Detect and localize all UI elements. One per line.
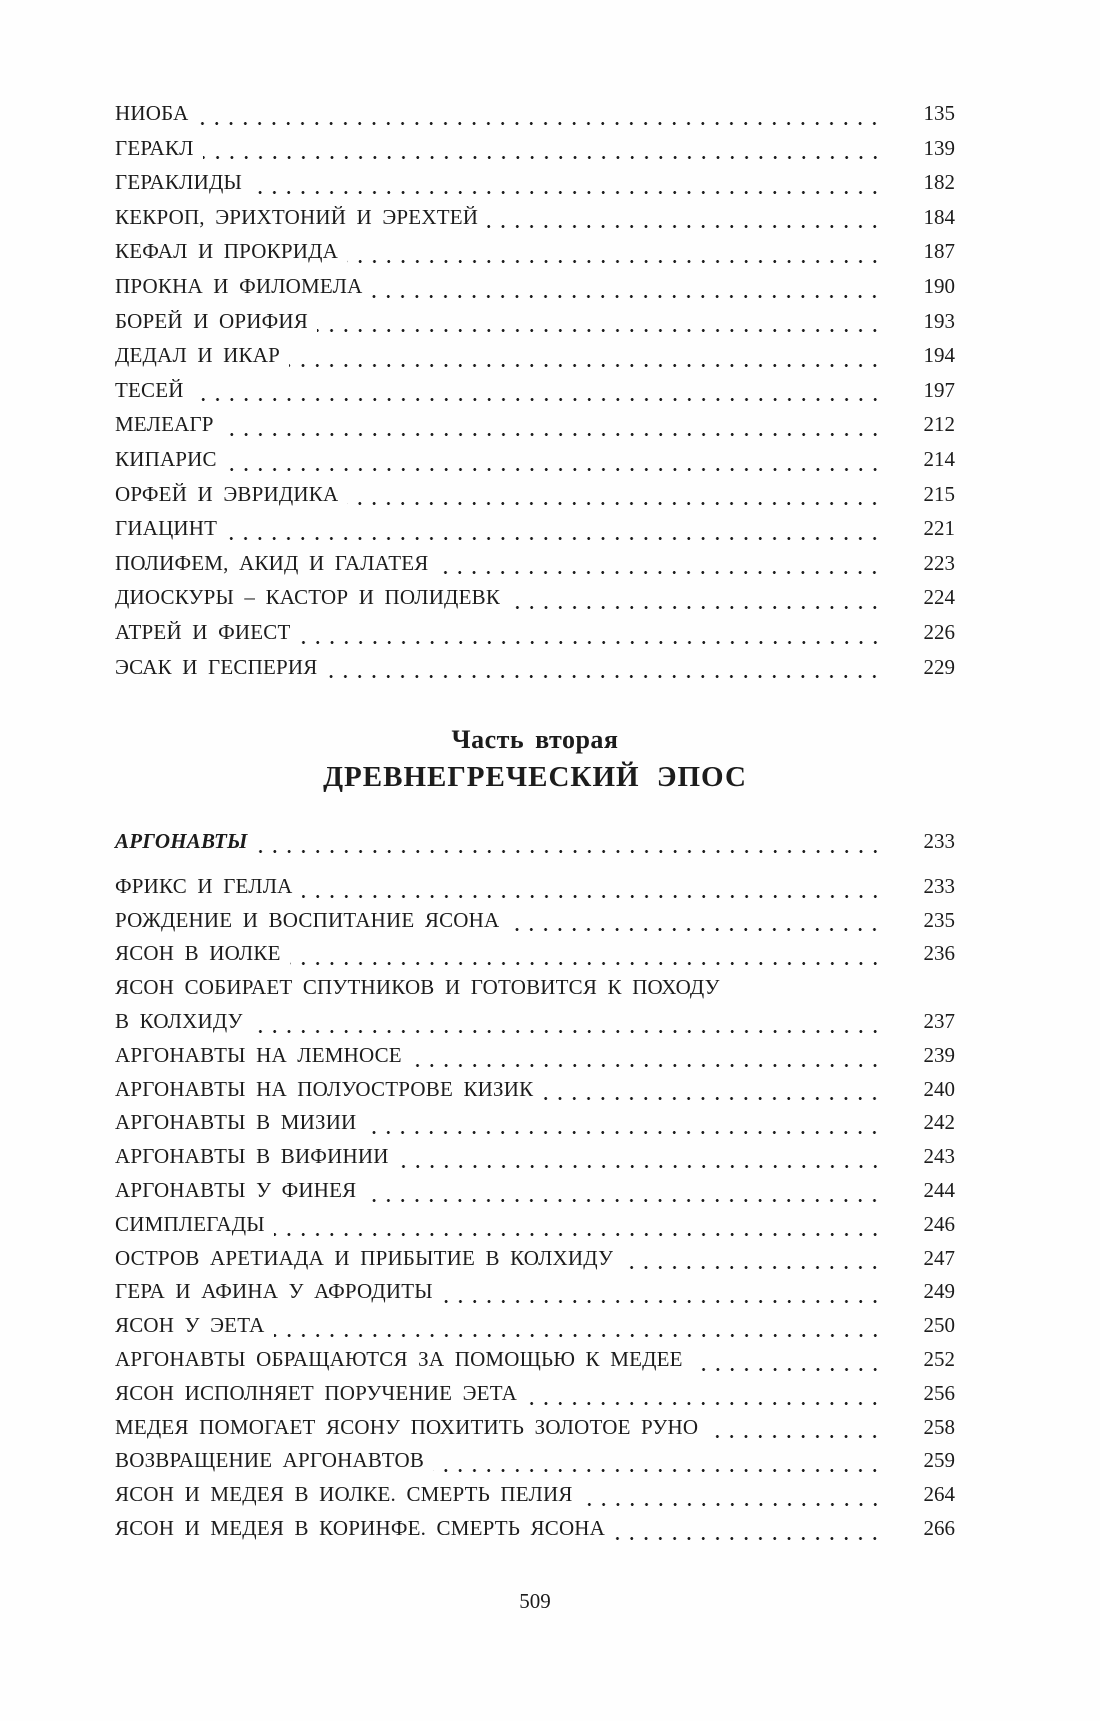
toc-entry-title: ГЕРАКЛ — [115, 135, 194, 160]
toc-entry-title: АРГОНАВТЫ В МИЗИИ — [115, 1110, 357, 1135]
toc-entry — [115, 1039, 955, 1073]
dot-leader — [317, 650, 895, 685]
dot-leader — [389, 1140, 895, 1174]
toc-entry-page-number: 246 — [923, 1211, 955, 1236]
toc-entry — [115, 131, 955, 166]
toc-entry-title: ГЕРАКЛИДЫ — [115, 170, 242, 195]
toc-entry-page-number: 264 — [923, 1482, 955, 1507]
toc-entry — [115, 1140, 955, 1174]
dot-leader — [698, 1411, 895, 1445]
toc-entry-title: КИПАРИС — [115, 446, 217, 471]
toc-entry-page-number: 221 — [923, 516, 955, 541]
dot-leader — [424, 1444, 895, 1478]
toc-entry — [115, 1174, 955, 1208]
toc-entry-title: БОРЕЙ И ОРИФИЯ — [115, 308, 308, 333]
toc-entry-page-number: 249 — [923, 1279, 955, 1304]
toc-entry — [115, 1512, 955, 1546]
toc-entry-page-number: 187 — [923, 239, 955, 264]
toc-entry-page-number: 242 — [923, 1110, 955, 1135]
toc-entry-title: МЕЛЕАГР — [115, 412, 214, 437]
toc-entry — [115, 1478, 955, 1512]
dot-leader — [433, 1275, 895, 1309]
dot-leader — [720, 971, 895, 1005]
toc-entry — [115, 650, 955, 685]
dot-leader — [428, 546, 895, 581]
dot-leader — [217, 511, 895, 546]
dot-leader — [362, 269, 895, 304]
dot-leader — [280, 338, 895, 373]
toc-entry-page-number: 236 — [923, 941, 955, 966]
toc-entry-title: ЯСОН ИСПОЛНЯЕТ ПОРУЧЕНИЕ ЭЕТА — [115, 1380, 518, 1405]
toc-entry — [115, 511, 955, 546]
toc-entry-page-number: 212 — [923, 412, 955, 437]
toc-entry — [115, 442, 955, 477]
part2-section-heading — [115, 723, 955, 797]
toc-entry — [115, 96, 955, 131]
toc-entry — [115, 407, 955, 442]
toc-entry — [115, 1309, 955, 1343]
toc-entry-title: ЯСОН И МЕДЕЯ В КОРИНФЕ. СМЕРТЬ ЯСОНА — [115, 1515, 606, 1540]
toc-entry-page-number: 233 — [923, 873, 955, 898]
toc-entry-page-number: 139 — [923, 135, 955, 160]
toc-entry-title: АРГОНАВТЫ У ФИНЕЯ — [115, 1177, 357, 1202]
footer-page-number: 509 — [519, 1589, 551, 1613]
toc-entry-page-number: 243 — [923, 1144, 955, 1169]
toc-entry-title: В КОЛХИДУ — [115, 1008, 243, 1033]
toc-entry — [115, 1242, 955, 1276]
toc-entry-title: КЕКРОП, ЭРИХТОНИЙ И ЭРЕХТЕЙ — [115, 204, 479, 229]
dot-leader — [402, 1039, 895, 1073]
dot-leader — [683, 1343, 895, 1377]
toc-entry — [115, 373, 955, 408]
toc-entry-title: ГЕРА И АФИНА У АФРОДИТЫ — [115, 1279, 433, 1304]
toc-entry-page-number: 233 — [923, 829, 955, 853]
toc-entry-page-number: 223 — [923, 550, 955, 575]
toc-part1-list — [115, 96, 955, 684]
toc-entry-page-number: 247 — [923, 1245, 955, 1270]
toc-entry-title: КЕФАЛ И ПРОКРИДА — [115, 239, 338, 264]
toc-entry — [115, 1275, 955, 1309]
dot-leader — [281, 937, 895, 971]
dot-leader — [293, 870, 895, 904]
toc-entry-title: ОСТРОВ АРЕТИАДА И ПРИБЫТИЕ В КОЛХИДУ — [115, 1245, 614, 1270]
toc-entry-title: СИМПЛЕГАДЫ — [115, 1211, 265, 1236]
toc-entry-title: ЯСОН И МЕДЕЯ В ИОЛКЕ. СМЕРТЬ ПЕЛИЯ — [115, 1482, 573, 1507]
toc-entry-page-number: 197 — [923, 377, 955, 402]
dot-leader — [184, 373, 895, 408]
toc-entry-title: ФРИКС И ГЕЛЛА — [115, 873, 293, 898]
toc-entry-page-number: 250 — [923, 1313, 955, 1338]
dot-leader — [573, 1478, 895, 1512]
toc-entry-page-number: 256 — [923, 1380, 955, 1405]
dot-leader — [265, 1309, 895, 1343]
dot-leader — [478, 200, 895, 235]
dot-leader — [188, 96, 895, 131]
dot-leader — [265, 1208, 895, 1242]
toc-entry-page-number: 215 — [923, 481, 955, 506]
dot-leader — [356, 1174, 895, 1208]
toc-entry-page-number: 182 — [923, 170, 955, 195]
toc-entry-title: АРГОНАВТЫ ОБРАЩАЮТСЯ ЗА ПОМОЩЬЮ К МЕДЕЕ — [115, 1346, 683, 1371]
toc-entry — [115, 269, 955, 304]
toc-entry-title: ВОЗВРАЩЕНИЕ АРГОНАВТОВ — [115, 1448, 425, 1473]
toc-entry-title: АРГОНАВТЫ НА ПОЛУОСТРОВЕ КИЗИК — [115, 1076, 534, 1101]
toc-entry-page-number: 244 — [923, 1177, 955, 1202]
toc-entry-title: ДИОСКУРЫ – КАСТОР И ПОЛИДЕВК — [115, 585, 501, 610]
toc-entry-page-number: 258 — [923, 1414, 955, 1439]
dot-leader — [308, 304, 895, 339]
toc-entry — [115, 200, 955, 235]
toc-entry — [115, 615, 955, 650]
toc-entry-page-number: 240 — [923, 1076, 955, 1101]
toc-entry — [115, 546, 955, 581]
toc-entry-title: ГИАЦИНТ — [115, 516, 218, 541]
toc-entry-page-number: 239 — [923, 1042, 955, 1067]
toc-entry — [115, 904, 955, 938]
dot-leader — [533, 1073, 895, 1107]
toc-entry — [115, 825, 955, 859]
toc-entry-title: РОЖДЕНИЕ И ВОСПИТАНИЕ ЯСОНА — [115, 907, 500, 932]
toc-entry — [115, 580, 955, 615]
toc-entry-page-number: 214 — [923, 446, 955, 471]
toc-entry-page-number: 259 — [923, 1448, 955, 1473]
dot-leader — [214, 407, 895, 442]
toc-entry-title: МЕДЕЯ ПОМОГАЕТ ЯСОНУ ПОХИТИТЬ ЗОЛОТОЕ РУНО — [115, 1414, 699, 1439]
dot-leader — [217, 442, 895, 477]
toc-entry-title: ЯСОН У ЭЕТА — [115, 1313, 265, 1338]
dot-leader — [291, 615, 895, 650]
dot-leader — [194, 131, 895, 166]
toc-entry — [115, 1106, 955, 1140]
dot-leader — [338, 477, 895, 512]
toc-entry-page-number: 252 — [923, 1346, 955, 1371]
toc-entry-page-number: 194 — [923, 343, 955, 368]
toc-entry-page-number: 266 — [923, 1515, 955, 1540]
toc-entry-page-number: 226 — [923, 619, 955, 644]
toc-entry-page-number: 224 — [923, 585, 955, 610]
dot-leader — [605, 1512, 895, 1546]
part2-title: ДРЕВНЕГРЕЧЕСКИЙ ЭПОС — [323, 761, 747, 793]
dot-leader — [242, 165, 895, 200]
toc-entry — [115, 1377, 955, 1411]
dot-leader — [356, 1106, 895, 1140]
dot-leader — [517, 1377, 895, 1411]
dot-leader — [338, 234, 895, 269]
dot-leader — [248, 825, 895, 859]
toc-entry-page-number: 229 — [923, 654, 955, 679]
toc-entry-page-number: 135 — [923, 101, 955, 125]
part2-kicker: Часть вторая — [451, 725, 619, 754]
toc-entry-title: АРГОНАВТЫ — [115, 829, 248, 853]
toc-entry-title: ПОЛИФЕМ, АКИД И ГАЛАТЕЯ — [115, 550, 429, 575]
toc-entry — [115, 338, 955, 373]
dot-leader — [613, 1242, 895, 1276]
toc-entry — [115, 1411, 955, 1445]
toc-entry-title: АТРЕЙ И ФИЕСТ — [115, 619, 291, 644]
toc-entry-title: ЯСОН В ИОЛКЕ — [115, 941, 281, 966]
dot-leader — [243, 1005, 895, 1039]
dot-leader — [499, 904, 895, 938]
toc-entry-page-number: 190 — [923, 273, 955, 298]
toc-entry — [115, 165, 955, 200]
toc-entry — [115, 234, 955, 269]
toc-entry-page-number: 184 — [923, 204, 955, 229]
toc-entry-title: ДЕДАЛ И ИКАР — [115, 343, 280, 368]
toc-entry — [115, 477, 955, 512]
dot-leader — [500, 580, 895, 615]
toc-entry — [115, 1208, 955, 1242]
toc-entry-title: ПРОКНА И ФИЛОМЕЛА — [115, 273, 363, 298]
toc-entry-title: ОРФЕЙ И ЭВРИДИКА — [115, 481, 339, 506]
toc-entry-page-number: 237 — [923, 1008, 955, 1033]
toc-entry — [115, 937, 955, 971]
toc-entry — [115, 971, 955, 1005]
toc-entry-title: АРГОНАВТЫ В ВИФИНИИ — [115, 1144, 389, 1169]
toc-entry — [115, 304, 955, 339]
toc-entry-title: ТЕСЕЙ — [115, 377, 184, 402]
toc-entry-title: ЯСОН СОБИРАЕТ СПУТНИКОВ И ГОТОВИТСЯ К ПОХОДУ — [115, 975, 720, 1000]
toc-entry-title: ЭСАК И ГЕСПЕРИЯ — [115, 654, 318, 679]
toc-entry-page-number: 193 — [923, 308, 955, 333]
toc-part2-list — [115, 825, 955, 1546]
toc-entry-title: АРГОНАВТЫ НА ЛЕМНОСЕ — [115, 1042, 402, 1067]
toc-entry — [115, 1073, 955, 1107]
toc-entry-page-number: 235 — [923, 907, 955, 932]
toc-entry — [115, 870, 955, 904]
toc-entry — [115, 1444, 955, 1478]
toc-entry — [115, 1005, 955, 1039]
toc-entry-title: НИОБА — [115, 101, 189, 125]
toc-entry — [115, 1343, 955, 1377]
